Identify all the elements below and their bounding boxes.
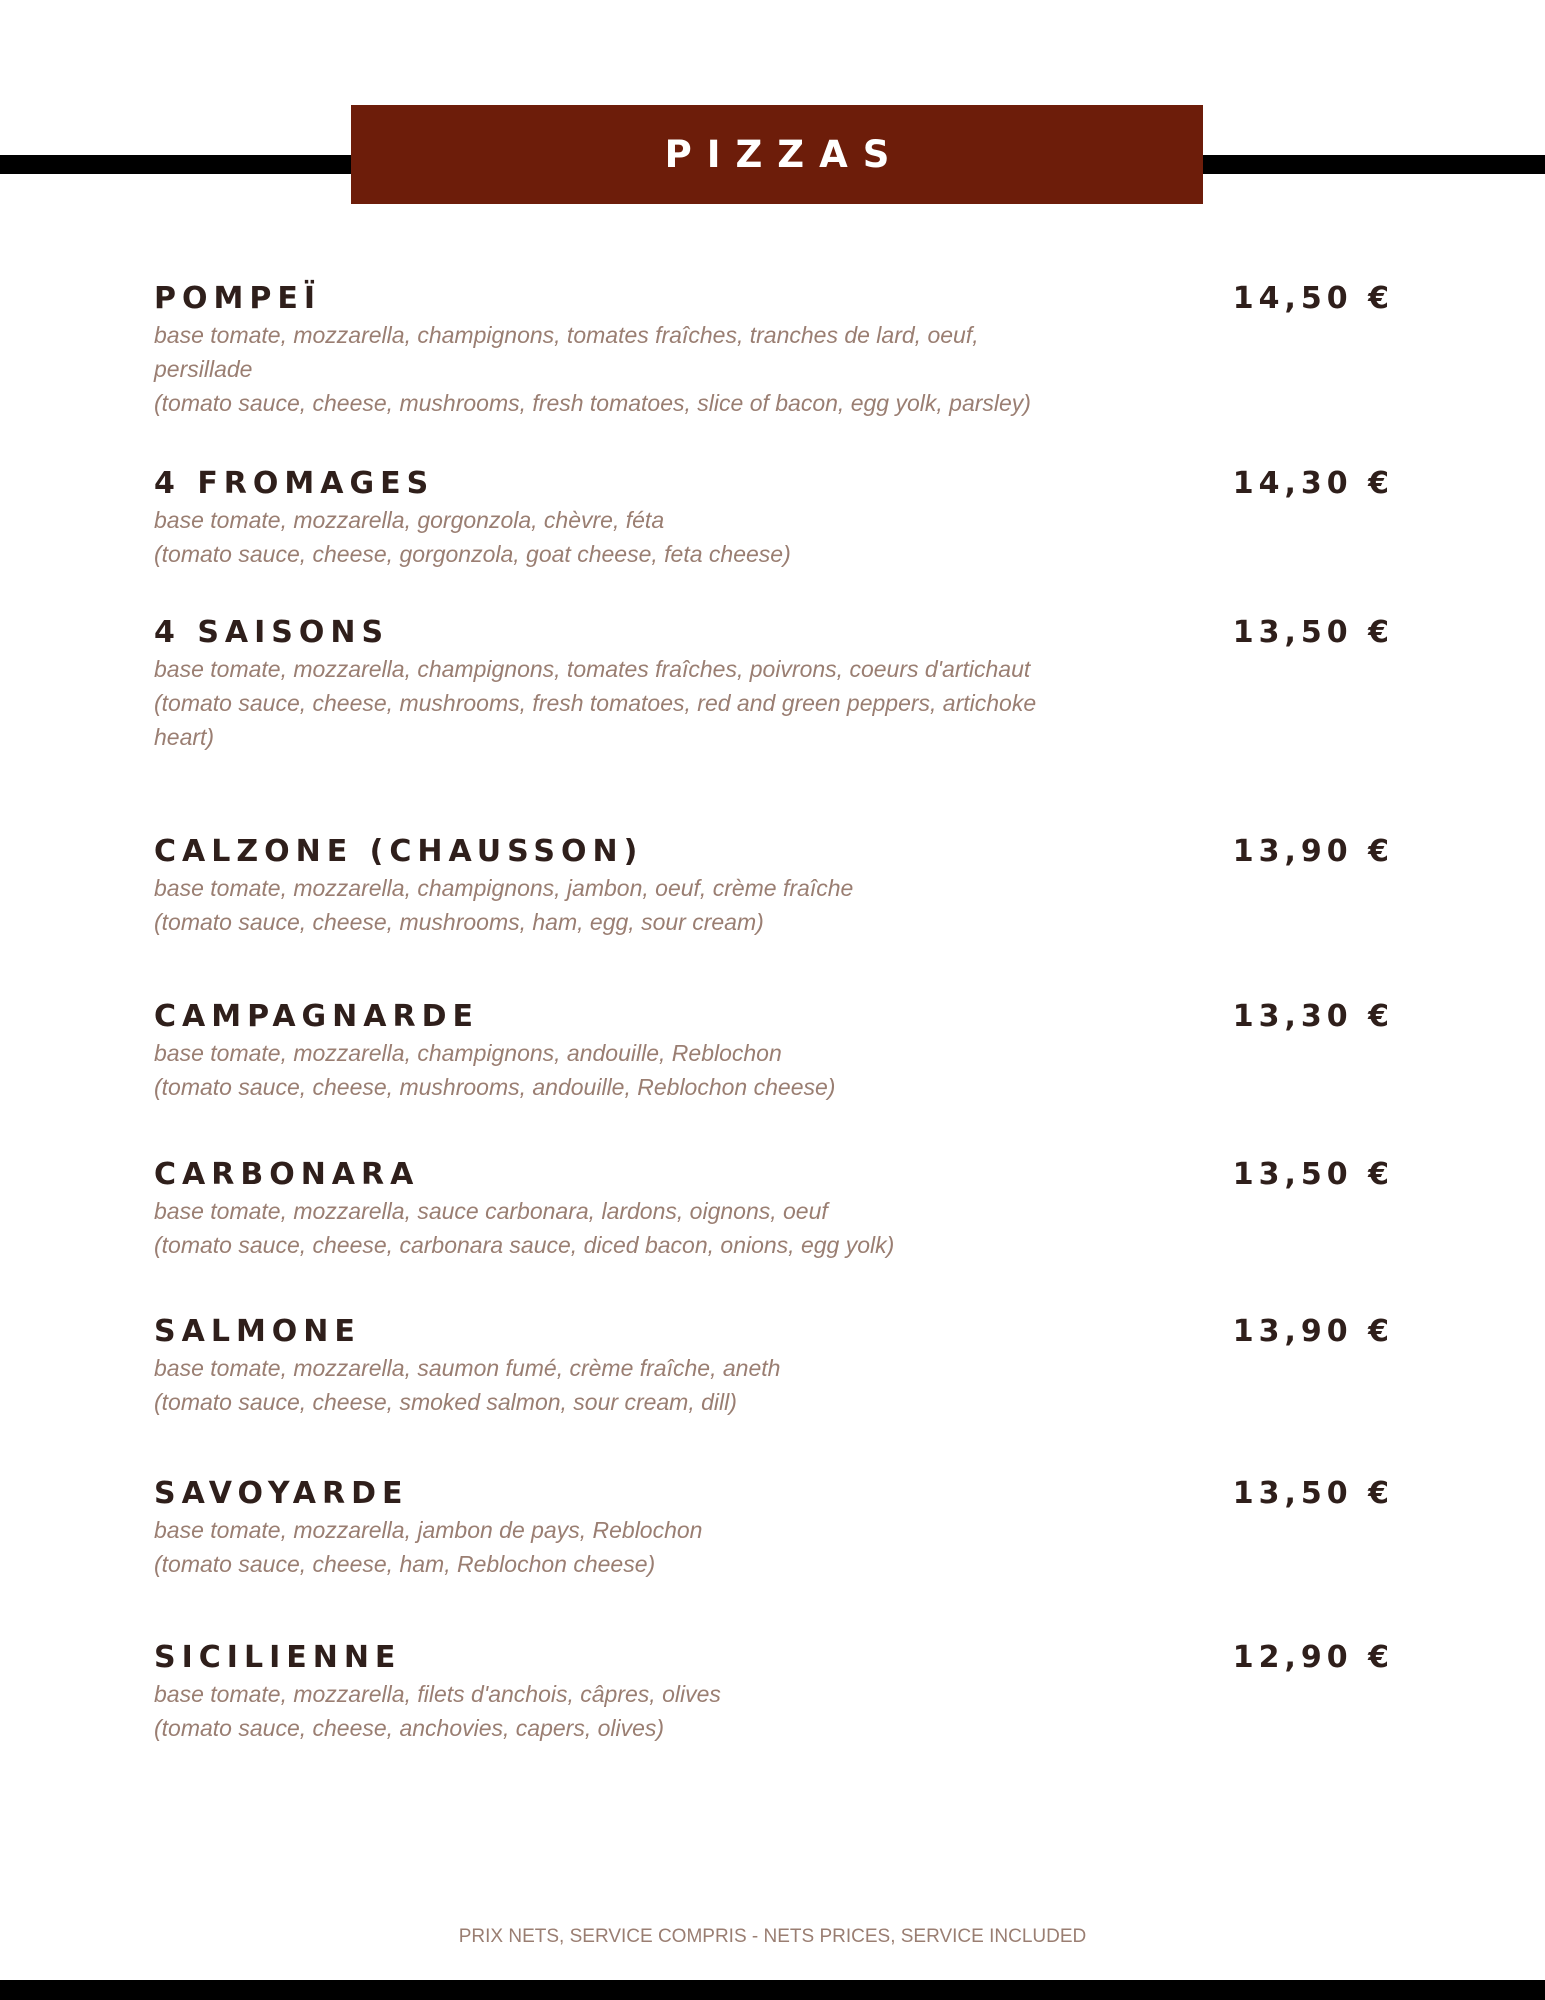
item-price: 13,30 € (1232, 999, 1394, 1034)
item-description-en: (tomato sauce, cheese, anchovies, capers, olives) (154, 1715, 665, 1741)
item-name: CALZONE (CHAUSSON) (154, 834, 644, 869)
menu-item (154, 1313, 1394, 1419)
item-description-fr: base tomate, mozzarella, champignons, jambon, oeuf, crème fraîche (154, 875, 854, 901)
item-description-en: (tomato sauce, cheese, mushrooms, andouille, Reblochon cheese) (154, 1074, 836, 1100)
menu-item (154, 998, 1394, 1104)
item-description (154, 1036, 1074, 1104)
item-description (154, 1513, 1074, 1581)
page-title: PIZZAS (664, 133, 905, 176)
menu-item (154, 614, 1394, 754)
item-description-fr: base tomate, mozzarella, gorgonzola, chèvre, féta (154, 507, 665, 533)
item-description (154, 1677, 1074, 1745)
item-description (154, 503, 1074, 571)
item-price: 14,30 € (1232, 466, 1394, 501)
item-description-en: (tomato sauce, cheese, mushrooms, fresh tomatoes, slice of bacon, egg yolk, parsley) (154, 390, 1031, 416)
item-price: 12,90 € (1232, 1640, 1394, 1675)
item-name: SAVOYARDE (154, 1476, 409, 1511)
item-description-fr: base tomate, mozzarella, sauce carbonara, lardons, oignons, oeuf (154, 1198, 828, 1224)
item-name: 4 FROMAGES (154, 466, 435, 501)
item-description (154, 1351, 1074, 1419)
item-name: SALMONE (154, 1314, 361, 1349)
item-price: 13,50 € (1232, 1157, 1394, 1192)
item-description-en: (tomato sauce, cheese, mushrooms, fresh tomatoes, red and green peppers, artichoke heart) (154, 690, 1037, 750)
item-price: 13,50 € (1232, 1476, 1394, 1511)
menu-item (154, 833, 1394, 939)
title-banner (351, 105, 1203, 204)
item-description-en: (tomato sauce, cheese, carbonara sauce, diced bacon, onions, egg yolk) (154, 1232, 895, 1258)
item-description-fr: base tomate, mozzarella, jambon de pays, Reblochon (154, 1517, 703, 1543)
item-name: POMPEÏ (154, 281, 321, 316)
item-name: SICILIENNE (154, 1640, 402, 1675)
menu-item (154, 280, 1394, 420)
item-description-en: (tomato sauce, cheese, mushrooms, ham, egg, sour cream) (154, 909, 764, 935)
menu-item (154, 1156, 1394, 1262)
footer-rule (0, 1980, 1545, 2000)
item-description-fr: base tomate, mozzarella, filets d'anchois, câpres, olives (154, 1681, 721, 1707)
footer-note: PRIX NETS, SERVICE COMPRIS - NETS PRICES, SERVICE INCLUDED (458, 1926, 1087, 1947)
item-name: 4 SAISONS (154, 615, 390, 650)
item-name: CARBONARA (154, 1157, 420, 1192)
item-name: CAMPAGNARDE (154, 999, 479, 1034)
item-price: 13,50 € (1232, 615, 1394, 650)
menu-item (154, 465, 1394, 571)
item-description (154, 652, 1074, 754)
item-description-en: (tomato sauce, cheese, smoked salmon, sour cream, dill) (154, 1389, 737, 1415)
menu-item (154, 1639, 1394, 1745)
item-description-fr: base tomate, mozzarella, champignons, andouille, Reblochon (154, 1040, 782, 1066)
item-price: 13,90 € (1232, 1314, 1394, 1349)
item-description (154, 318, 1074, 420)
item-description (154, 1194, 1074, 1262)
item-description-fr: base tomate, mozzarella, champignons, tomates fraîches, tranches de lard, oeuf, persillade (154, 322, 979, 382)
item-description-en: (tomato sauce, cheese, ham, Reblochon cheese) (154, 1551, 656, 1577)
item-description-fr: base tomate, mozzarella, saumon fumé, crème fraîche, aneth (154, 1355, 781, 1381)
item-description (154, 871, 1074, 939)
menu-item (154, 1475, 1394, 1581)
item-description-en: (tomato sauce, cheese, gorgonzola, goat cheese, feta cheese) (154, 541, 791, 567)
item-description-fr: base tomate, mozzarella, champignons, tomates fraîches, poivrons, coeurs d'artichaut (154, 656, 1031, 682)
item-price: 13,90 € (1232, 834, 1394, 869)
item-price: 14,50 € (1232, 281, 1394, 316)
